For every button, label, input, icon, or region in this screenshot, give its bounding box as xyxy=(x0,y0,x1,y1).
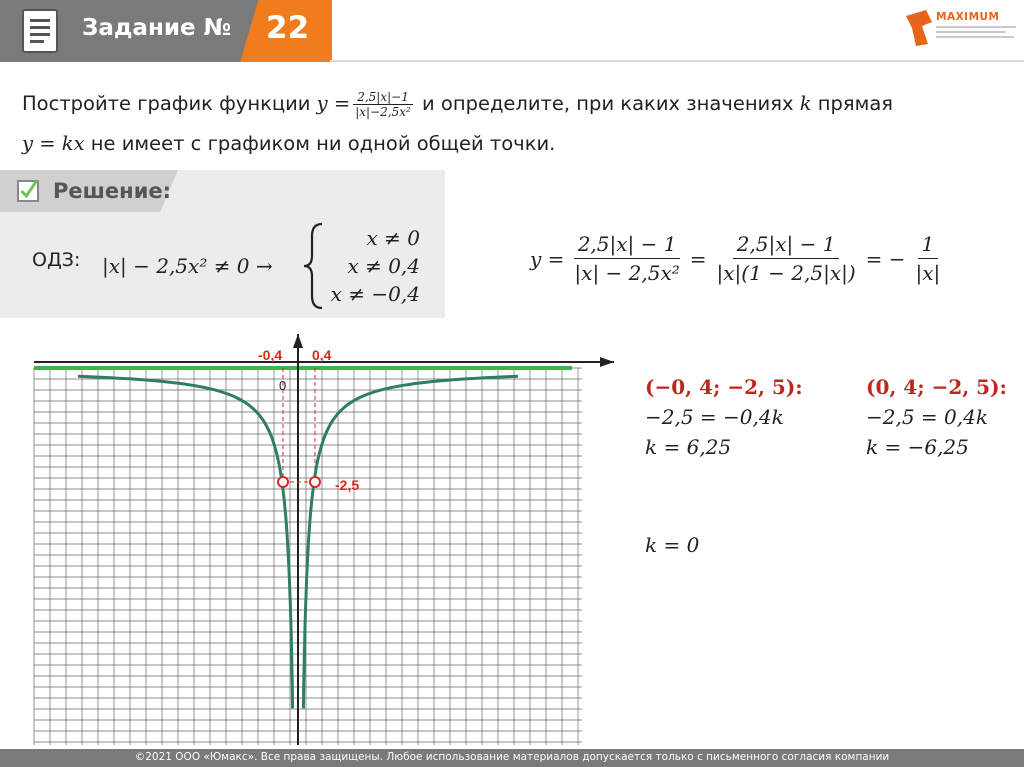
fraction-denominator: |x|(1 − 2,5|x|) xyxy=(716,261,856,285)
formula-fraction-2 xyxy=(713,232,860,285)
case-result: k = −6,25 xyxy=(866,435,969,459)
logo-text: MAXIMUM xyxy=(936,11,1000,23)
function-numerator: 2,5|x|−1 xyxy=(353,90,413,105)
case-k-zero xyxy=(645,530,699,560)
task-number: 22 xyxy=(266,10,310,46)
label-neg-0-4: -0,4 xyxy=(258,347,283,363)
formula-equals-minus: = − xyxy=(865,246,906,271)
header-title: Задание № xyxy=(82,15,232,41)
fraction-denominator: |x| xyxy=(915,261,941,285)
simplified-formula xyxy=(530,232,950,285)
formula-lhs: y = xyxy=(530,246,565,271)
odz-label: ОДЗ: xyxy=(32,249,81,271)
y-axis-arrow-icon xyxy=(293,334,303,348)
footer-copyright: ©2021 ООО «Юмакс». Все права защищены. Любое использование материалов допускается только с письменного согласия компании xyxy=(134,751,890,763)
odz-condition: x ≠ 0 xyxy=(366,226,420,250)
function-lhs: y = xyxy=(316,92,351,115)
case-point-label: (−0, 4; −2, 5): xyxy=(645,375,803,399)
formula-fraction-1 xyxy=(570,232,683,285)
document-icon xyxy=(22,9,58,53)
formula-fraction-3 xyxy=(912,232,945,285)
x-axis-arrow-icon xyxy=(600,357,614,367)
problem-after-k: прямая xyxy=(817,92,893,115)
solution-heading: Решение: xyxy=(53,179,172,203)
label-zero: 0 xyxy=(279,378,287,393)
fraction-denominator: |x| − 2,5x² xyxy=(574,261,680,285)
formula-equals: = xyxy=(689,246,707,271)
problem-statement xyxy=(22,84,1012,164)
fraction-numerator: 2,5|x| − 1 xyxy=(574,232,681,259)
case-equation: −2,5 = −0,4k xyxy=(645,405,784,429)
function-graph xyxy=(0,330,620,750)
system-brace-icon xyxy=(300,222,328,310)
case-point-label: (0, 4; −2, 5): xyxy=(866,375,1007,399)
header-divider xyxy=(330,60,1024,62)
curve-left-branch xyxy=(78,376,293,708)
function-denominator: |x|−2,5x² xyxy=(355,105,411,119)
problem-intro: Постройте график функции xyxy=(22,92,311,115)
case-result: k = 0 xyxy=(645,533,700,557)
odz-condition: x ≠ −0,4 xyxy=(330,282,420,306)
case-result: k = 6,25 xyxy=(645,435,732,459)
case-point-neg xyxy=(645,372,803,462)
problem-middle: и определите, при каких значениях xyxy=(422,92,794,115)
label-pos-0-4: 0,4 xyxy=(312,347,332,363)
label-y-neg-2-5: -2,5 xyxy=(335,477,360,493)
punctured-point-pos xyxy=(310,477,320,487)
case-point-pos xyxy=(866,372,1007,462)
curve-right-branch xyxy=(303,376,518,708)
punctured-point-neg xyxy=(278,477,288,487)
odz-condition: x ≠ 0,4 xyxy=(347,254,420,278)
problem-ending: не имеет с графиком ни одной общей точки. xyxy=(90,132,556,155)
parameter-k: k xyxy=(799,92,812,115)
case-equation: −2,5 = 0,4k xyxy=(866,405,988,429)
odz-conditions xyxy=(330,224,420,308)
line-equation: y = kx xyxy=(22,132,85,155)
fraction-numerator: 2,5|x| − 1 xyxy=(733,232,840,259)
checkbox-check-icon xyxy=(17,180,39,202)
fraction-numerator: 1 xyxy=(918,232,939,259)
function-fraction xyxy=(353,90,413,119)
odz-expression: |x| − 2,5x² ≠ 0 → xyxy=(102,254,273,278)
